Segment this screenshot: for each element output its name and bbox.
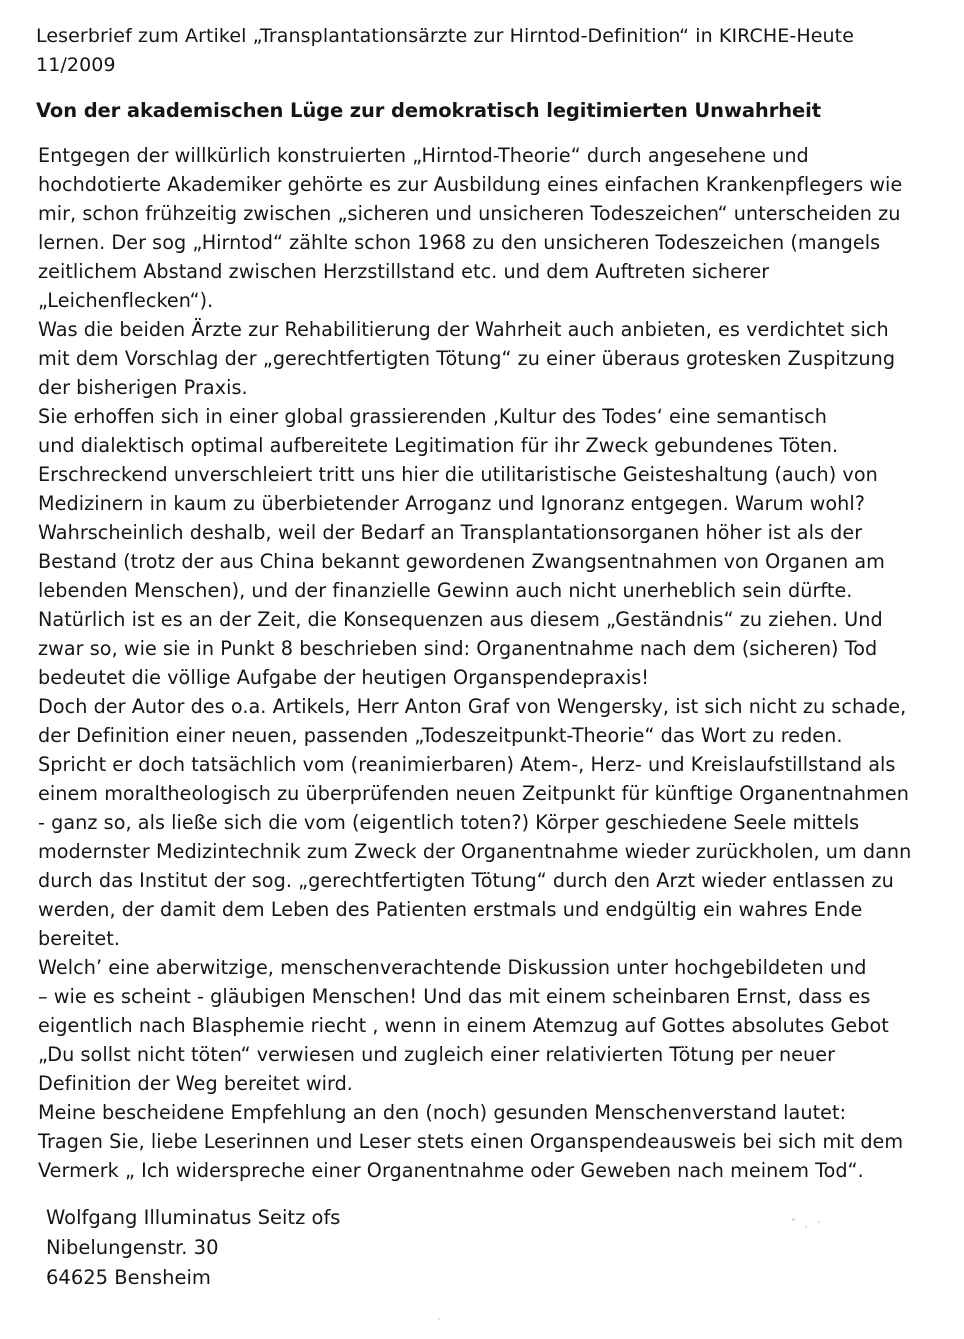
body-line: lebenden Menschen), und der finanzielle Gewinn auch nicht unerheblich sein dürfte. (38, 579, 853, 602)
body-line: eigentlich nach Blasphemie riecht , wenn in einem Atemzug auf Gottes absolutes Gebot (38, 1014, 889, 1037)
signature-block (46, 1203, 340, 1293)
header-line-1: Leserbrief zum Artikel „Transplantationsärzte zur Hirntod-Definition“ in KIRCHE-Heute (36, 25, 854, 47)
body-line: zeitlichem Abstand zwischen Herzstillstand etc. und dem Auftreten sicherer (38, 260, 770, 283)
scan-speck (438, 1318, 440, 1320)
letter-header (36, 22, 916, 80)
scan-speck (805, 1226, 807, 1228)
scan-speck (818, 1221, 820, 1223)
body-line: bedeutet die völlige Aufgabe der heutigen Organspendepraxis! (38, 666, 650, 689)
body-line: einem moraltheologisch zu überprüfenden neuen Zeitpunkt für künftige Organentnahmen (38, 782, 909, 805)
body-line: Sie erhoffen sich in einer global grassierenden ‚Kultur des Todes‘ eine semantisch (38, 405, 827, 428)
body-line: mit dem Vorschlag der „gerechtfertigten Tötung“ zu einer überaus grotesken Zuspitzung (38, 347, 896, 370)
signature-city: 64625 Bensheim (46, 1266, 211, 1289)
letter-body (38, 141, 938, 1185)
body-line: werden, der damit dem Leben des Patienten erstmals und endgültig ein wahres Ende (38, 898, 863, 921)
body-line: zwar so, wie sie in Punkt 8 beschrieben sind: Organentnahme nach dem (sicheren) Tod (38, 637, 878, 660)
body-line: – wie es scheint - gläubigen Menschen! Und das mit einem scheinbaren Ernst, dass es (38, 985, 871, 1008)
body-line: „Leichenflecken“). (38, 289, 214, 312)
body-line: hochdotierte Akademiker gehörte es zur Ausbildung eines einfachen Krankenpflegers wie (38, 173, 903, 196)
body-line: Tragen Sie, liebe Leserinnen und Leser stets einen Organspendeausweis bei sich mit dem (38, 1130, 904, 1153)
body-line: Medizinern in kaum zu überbietender Arroganz und Ignoranz entgegen. Warum wohl? (38, 492, 865, 515)
body-line: - ganz so, als ließe sich die vom (eigentlich toten?) Körper geschiedene Seele mittels (38, 811, 860, 834)
body-line: der Definition einer neuen, passenden „Todeszeitpunkt-Theorie“ das Wort zu reden. (38, 724, 843, 747)
body-line: Spricht er doch tatsächlich vom (reanimierbaren) Atem-, Herz- und Kreislaufstillstand als (38, 753, 896, 776)
body-line: Entgegen der willkürlich konstruierten „Hirntod-Theorie“ durch angesehene und (38, 144, 809, 167)
body-line: Natürlich ist es an der Zeit, die Konsequenzen aus diesem „Geständnis“ zu ziehen. Und (38, 608, 883, 631)
header-line-2: 11/2009 (36, 54, 116, 76)
body-line: Was die beiden Ärzte zur Rehabilitierung der Wahrheit auch anbieten, es verdichtet sich (38, 318, 889, 341)
body-line: Doch der Autor des o.a. Artikels, Herr Anton Graf von Wengersky, ist sich nicht zu schade, (38, 695, 907, 718)
signature-street: Nibelungenstr. 30 (46, 1236, 219, 1259)
body-line: durch das Institut der sog. „gerechtfertigten Tötung“ durch den Arzt wieder entlassen zu (38, 869, 894, 892)
scan-speck (792, 1218, 795, 1221)
letter-title: Von der akademischen Lüge zur demokratisch legitimierten Unwahrheit (36, 99, 821, 122)
body-line: lernen. Der sog „Hirntod“ zählte schon 1968 zu den unsicheren Todeszeichen (mangels (38, 231, 881, 254)
body-line: Erschreckend unverschleiert tritt uns hier die utilitaristische Geisteshaltung (auch) von (38, 463, 878, 486)
body-line: Wahrscheinlich deshalb, weil der Bedarf an Transplantationsorganen höher ist als der (38, 521, 863, 544)
body-line: Definition der Weg bereitet wird. (38, 1072, 353, 1095)
body-line: Meine bescheidene Empfehlung an den (noch) gesunden Menschenverstand lautet: (38, 1101, 847, 1124)
body-line: bereitet. (38, 927, 120, 950)
body-line: Bestand (trotz der aus China bekannt gewordenen Zwangsentnahmen von Organen am (38, 550, 885, 573)
body-line: modernster Medizintechnik zum Zweck der Organentnahme wieder zurückholen, um dann (38, 840, 912, 863)
body-line: Vermerk „ Ich widerspreche einer Organentnahme oder Geweben nach meinem Tod“. (38, 1159, 864, 1182)
body-line: „Du sollst nicht töten“ verwiesen und zugleich einer relativierten Tötung per neuer (38, 1043, 836, 1066)
body-line: Welch’ eine aberwitzige, menschenverachtende Diskussion unter hochgebildeten und (38, 956, 867, 979)
body-line: und dialektisch optimal aufbereitete Legitimation für ihr Zweck gebundenes Töten. (38, 434, 839, 457)
signature-name: Wolfgang Illuminatus Seitz ofs (46, 1206, 341, 1229)
body-line: mir, schon frühzeitig zwischen „sicheren und unsicheren Todeszeichen“ unterscheiden zu (38, 202, 901, 225)
body-line: der bisherigen Praxis. (38, 376, 248, 399)
